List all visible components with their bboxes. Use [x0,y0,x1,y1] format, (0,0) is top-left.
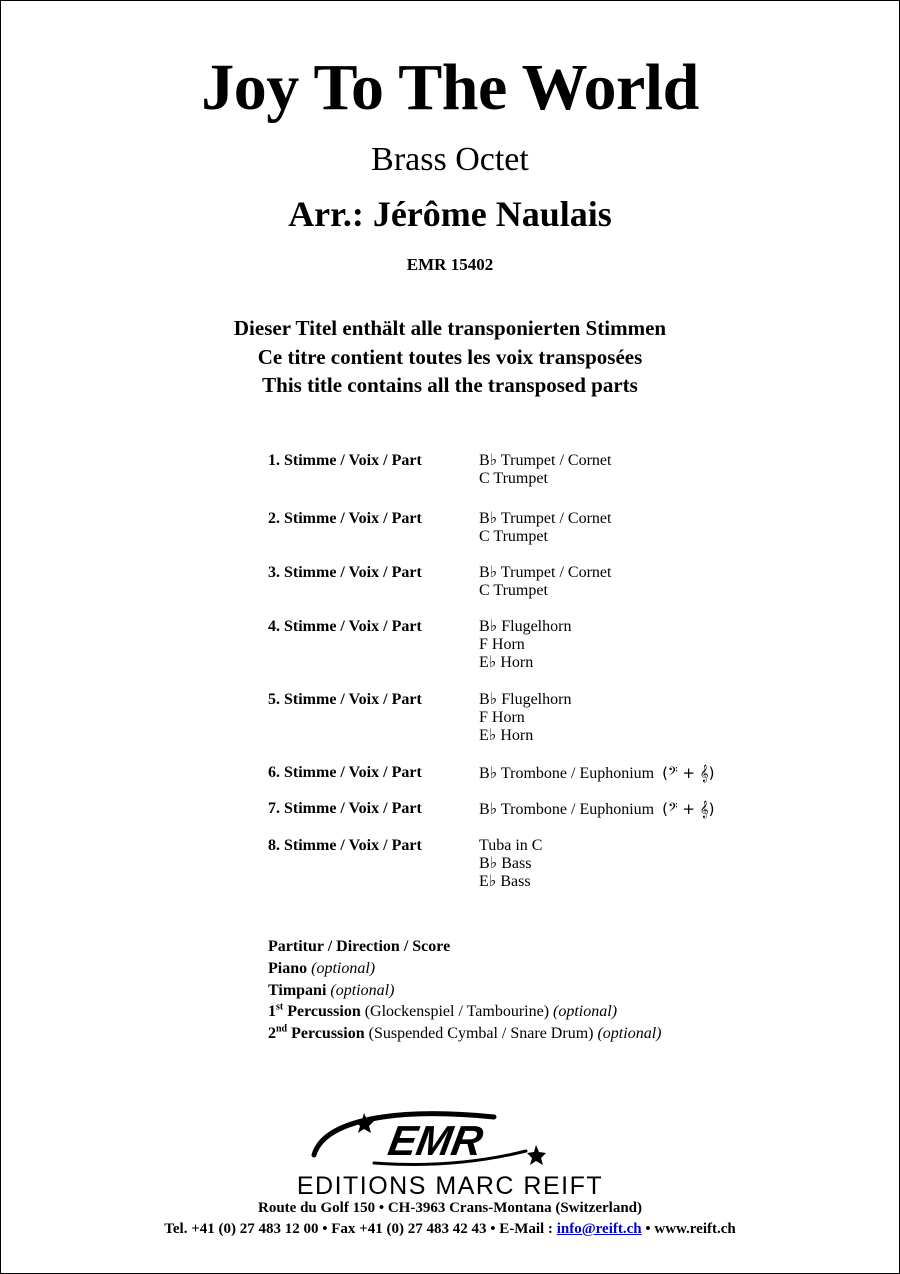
note-english: This title contains all the transposed parts [262,373,638,397]
percussion-1-line: 1st Percussion (Glockenspiel / Tambourine) (optional) [268,1002,618,1021]
part-label: 3. Stimme / Voix / Part [268,564,422,581]
instrument [479,764,714,782]
score-line: Partitur / Direction / Score [268,938,451,955]
page-title: Joy To The World [201,51,699,124]
part-instruments [479,800,714,818]
part-instruments [479,691,571,745]
clef-icon: (𝄢 + 𝄞) [662,800,715,818]
instrument: F Horn [479,709,525,726]
part-label: 5. Stimme / Voix / Part [268,691,422,708]
instrument: Tuba in C [479,837,543,854]
part-label: 8. Stimme / Voix / Part [268,837,422,854]
piano-line: Piano (optional) [268,959,376,977]
logo-text: EMR [384,1117,487,1164]
additional-parts [268,936,661,1045]
clef-icon: (𝄢 + 𝄞) [662,764,715,782]
catalog-number: EMR 15402 [406,255,494,274]
instrument: B♭ Bass [479,855,532,872]
part-instruments [479,837,542,891]
instrument [479,800,714,818]
instrument-name: B♭ Trombone / Euphonium [479,765,655,782]
instrument: E♭ Horn [479,727,534,744]
publisher-address: Route du Golf 150 • CH-3963 Crans-Montana (Switzerland) [258,1200,642,1216]
transposition-notes [0,314,900,400]
instrument: B♭ Trumpet / Cornet [479,510,612,527]
part-instruments [479,510,611,546]
arranger: Arr.: Jérôme Naulais [288,194,612,234]
part-instruments [479,452,611,488]
publisher-contact: Tel. +41 (0) 27 483 12 00 • Fax +41 (0) 27 483 42 43 • E-Mail : info@reift.ch • www.reift.ch [164,1221,736,1237]
instrument: B♭ Flugelhorn [479,618,572,635]
instrument: C Trumpet [479,470,548,487]
part-label: 2. Stimme / Voix / Part [268,510,422,527]
instrument: C Trumpet [479,528,548,545]
subtitle: Brass Octet [371,141,529,178]
instrument: B♭ Flugelhorn [479,691,572,708]
part-label: 1. Stimme / Voix / Part [268,452,422,469]
part-instruments [479,564,611,600]
instrument: E♭ Horn [479,654,534,671]
publisher-name: EDITIONS MARC REIFT [296,1172,604,1200]
instrument: B♭ Trumpet / Cornet [479,564,612,581]
part-instruments [479,618,571,672]
part-label: 6. Stimme / Voix / Part [268,764,422,781]
note-french: Ce titre contient toutes les voix transposées [257,344,643,369]
part-label: 4. Stimme / Voix / Part [268,618,422,635]
percussion-2-line: 2nd Percussion (Suspended Cymbal / Snare Drum) (optional) [268,1023,662,1043]
emr-logo-icon [304,1105,564,1175]
instrument: B♭ Trumpet / Cornet [479,452,612,469]
email-link[interactable]: info@reift.ch [556,1221,642,1237]
instrument: F Horn [479,636,525,653]
instrument: C Trumpet [479,582,548,599]
part-instruments [479,764,714,782]
instrument: E♭ Bass [479,873,531,890]
timpani-line: Timpani (optional) [268,981,395,999]
note-german: Dieser Titel enthält alle transponierten Stimmen [233,316,667,340]
part-label: 7. Stimme / Voix / Part [268,800,422,817]
instrument-name: B♭ Trombone / Euphonium [479,801,655,818]
